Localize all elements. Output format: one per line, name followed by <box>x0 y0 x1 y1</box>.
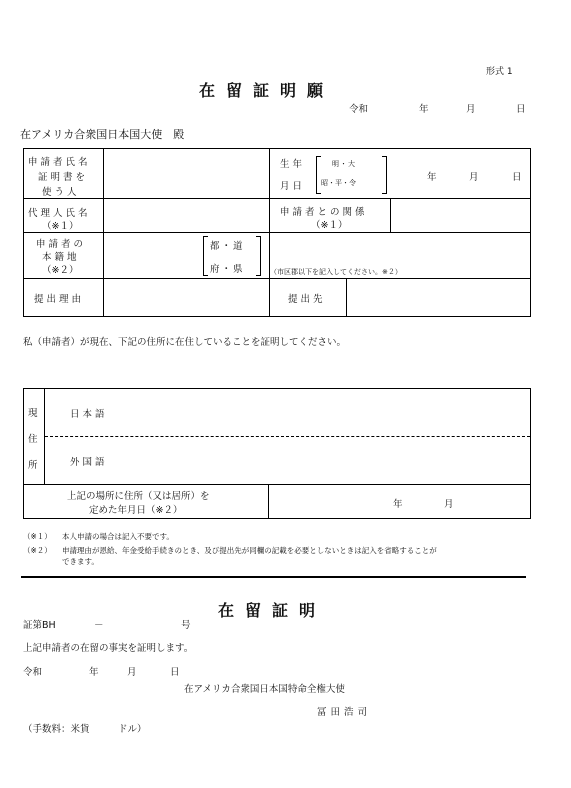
form-title: 在留証明願 <box>199 81 335 100</box>
section-divider <box>21 576 526 578</box>
addressee: 在アメリカ合衆国日本国大使 殿 <box>20 128 185 141</box>
date-month: 月 <box>466 104 476 115</box>
submit-to-label: 提出先 <box>288 294 326 305</box>
relation-label: 申請者との関係 <box>280 207 368 218</box>
city-note: （市区郡以下を記入してください。※２） <box>270 268 402 276</box>
residence-since-label-line2: 定めた年月日（※２） <box>89 505 183 516</box>
prefecture-field[interactable] <box>104 233 200 277</box>
address-label-sho: 所 <box>28 460 38 471</box>
honseki-note: （※２） <box>42 265 79 276</box>
era-options-line1: 明・大 <box>332 160 356 168</box>
cert-issuer: 在アメリカ合衆国日本国特命全権大使 <box>184 684 345 695</box>
applicant-name-label: 申請者氏名 <box>28 157 91 168</box>
submit-to-field[interactable] <box>347 279 530 315</box>
residence-since-year: 年 <box>393 499 403 510</box>
cert-year: 年 <box>89 667 99 678</box>
note1-mark: （※１） <box>23 532 52 541</box>
residence-since-label-line1: 上記の場所に住所（又は居所）を <box>67 491 210 502</box>
cert-era: 令和 <box>23 667 43 678</box>
address-foreign-label: 外国語 <box>70 457 108 468</box>
prefecture-options-line2: 府・県 <box>210 264 245 275</box>
cert-month: 月 <box>127 667 137 678</box>
date-era: 令和 <box>349 104 369 115</box>
address-label-ju: 現 <box>28 408 38 419</box>
address-japanese-field[interactable] <box>140 390 528 434</box>
cert-fee: （手数料：米貨 ドル） <box>23 724 147 735</box>
cert-statement: 上記申請者の在留の事実を証明します。 <box>23 643 194 654</box>
honseki-label-line1: 申請者の <box>36 239 87 250</box>
residence-since-month: 月 <box>444 499 454 510</box>
prefecture-options-line1: 都・道 <box>210 241 245 252</box>
birthdate-label-line1: 生年 <box>280 159 306 170</box>
address-japanese-label: 日本語 <box>70 409 108 420</box>
honseki-label-line2: 本籍地 <box>42 252 80 263</box>
user-label-line2: 使う人 <box>42 187 80 198</box>
note2-text-line2: できます。 <box>62 557 99 566</box>
agent-name-field[interactable] <box>104 199 269 231</box>
relation-note: （※１） <box>311 220 348 231</box>
city-field[interactable] <box>270 233 530 263</box>
birth-day: 日 <box>512 172 522 183</box>
address-label-mid: 住 <box>28 434 38 445</box>
address-foreign-field[interactable] <box>140 438 528 482</box>
reason-field[interactable] <box>104 279 269 315</box>
agent-name-label: 代理人氏名 <box>28 208 91 219</box>
note2-mark: （※２） <box>23 546 52 555</box>
user-label-line1: 証明書を <box>38 172 89 183</box>
cert-number-suffix: 号 <box>181 620 191 631</box>
certificate-title: 在留証明 <box>218 601 327 620</box>
cert-number-dash: － <box>94 620 104 631</box>
birthdate-label-line2: 月日 <box>280 181 306 192</box>
era-options-line2: 昭・平・令 <box>321 179 356 187</box>
birth-year: 年 <box>427 172 437 183</box>
cert-number-prefix: 証第BH <box>23 620 56 631</box>
note2-text-line1: 申請理由が恩給、年金受給手続きのとき、及び提出先が同欄の記載を必要としないときは記入を省略することが <box>62 546 437 555</box>
birth-month: 月 <box>469 172 479 183</box>
applicant-name-field[interactable] <box>104 149 269 197</box>
date-year: 年 <box>419 104 429 115</box>
form-number: 形式 1 <box>486 67 513 77</box>
cert-issuer-name: 冨田浩司 <box>317 707 372 718</box>
reason-label: 提出理由 <box>34 294 85 305</box>
request-text: 私（申請者）が現在、下記の住所に在住していることを証明してください。 <box>23 337 347 348</box>
agent-note: （※１） <box>42 221 79 232</box>
cert-day: 日 <box>170 667 180 678</box>
relation-field[interactable] <box>391 199 530 231</box>
date-day: 日 <box>516 104 526 115</box>
note1-text: 本人申請の場合は記入不要です。 <box>62 532 174 541</box>
